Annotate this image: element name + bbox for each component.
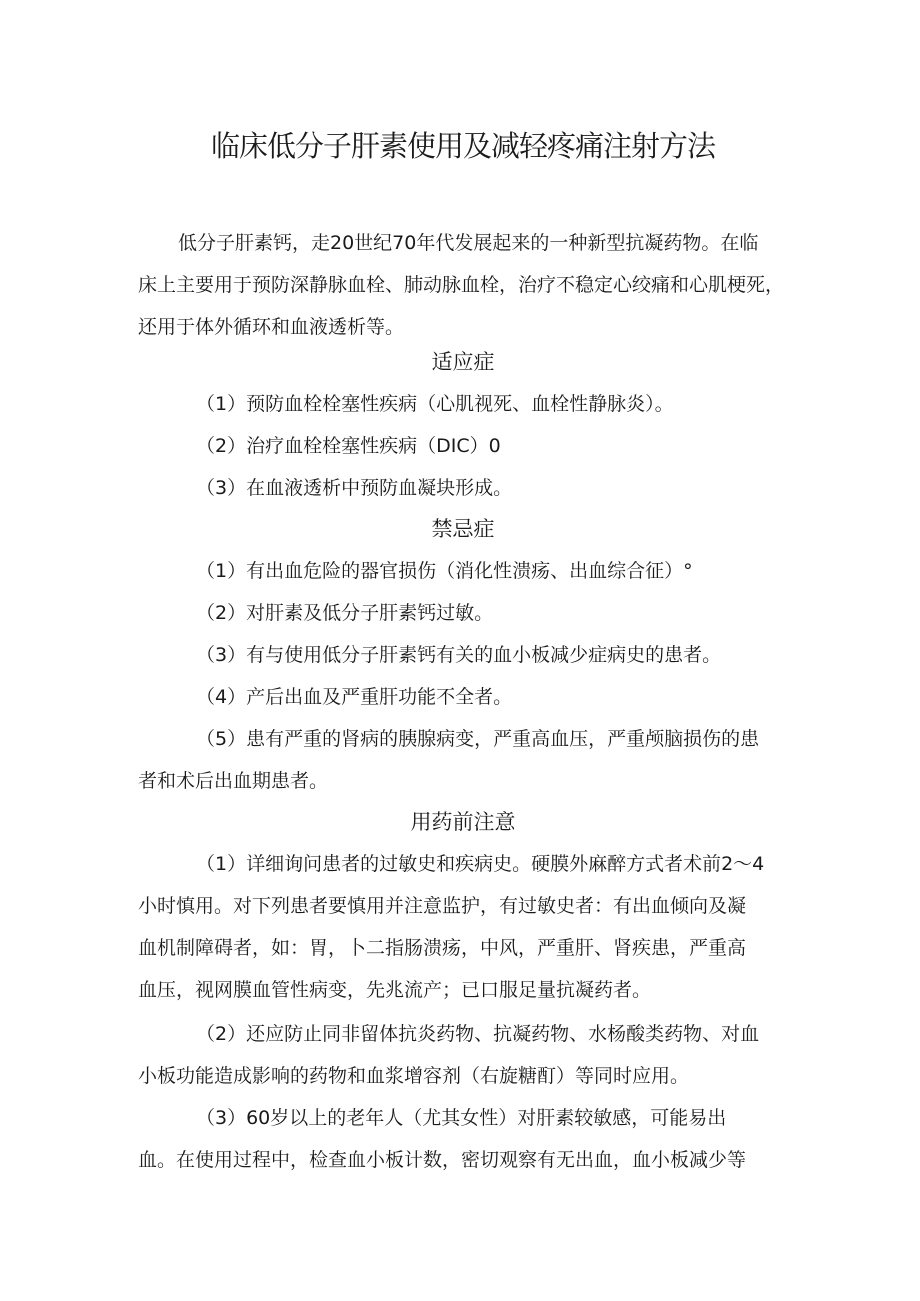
precaution-3-line-1: （3）60岁以上的老年人（尤其女性）对肝素较敏感，可能易出 (196, 1107, 727, 1129)
precaution-1-line-1: （1）详细询问患者的过敏史和疾病史。硬膜外麻醉方式者术前2～4 (196, 853, 765, 875)
intro-line-2: 床上主要用于预防深静脉血栓、肺动脉血栓，治疗不稳定心绞痛和心肌梗死， (138, 274, 785, 296)
intro-line-1: 低分子肝素钙，走20世纪70年代发展起来的一种新型抗凝药物。在临 (178, 232, 759, 254)
contraindication-item-5-line-2: 者和术后出血期患者。 (138, 770, 329, 792)
intro-paragraph (138, 222, 788, 348)
section-heading-contraindications: 禁忌症 (431, 517, 495, 541)
section-heading-indications: 适应症 (431, 350, 495, 374)
contraindication-item-5-line-1: （5）患有严重的肾病的胰腺病变，严重高血压，严重颅脑损伤的患 (196, 728, 760, 750)
precaution-paragraph-3 (138, 1097, 788, 1181)
section-heading-precautions: 用药前注意 (410, 810, 516, 834)
precaution-2-line-2: 小板功能造成影响的药物和血浆增容剂（右旋糖酊）等同时应用。 (138, 1065, 690, 1087)
contraindication-item-5 (138, 718, 788, 802)
precaution-paragraph-1 (138, 843, 788, 1011)
precaution-paragraph-2 (138, 1013, 788, 1097)
precaution-3-line-2: 血。在使用过程中，检查血小板计数，密切观察有无出血，血小板减少等 (138, 1149, 747, 1171)
contraindication-item-3: （3）有与使用低分子肝素钙有关的血小板减少症病史的患者。 (196, 644, 722, 666)
contraindication-item-4: （4）产后出血及严重肝功能不全者。 (196, 686, 513, 708)
indication-item-1: （1）预防血栓栓塞性疾病（心肌视死、血栓性静脉炎）。 (196, 393, 674, 415)
contraindication-item-2: （2）对肝素及低分子肝素钙过敏。 (196, 602, 494, 624)
indication-item-3: （3）在血液透析中预防血凝块形成。 (196, 477, 513, 499)
intro-line-3: 还用于体外循环和血液透析等。 (138, 316, 405, 338)
precaution-1-line-4: 血压，视网膜血管性病变，先兆流产；已口服足量抗凝药者。 (138, 979, 652, 1001)
page-title: 临床低分子肝素使用及减轻疼痛注射方法 (210, 129, 715, 163)
contraindication-item-1: （1）有出血危险的器官损伤（消化性溃疡、出血综合征）° (196, 560, 693, 582)
indication-item-2: （2）治疗血栓栓塞性疾病（DIC）0 (196, 435, 501, 457)
precaution-2-line-1: （2）还应防止同非留体抗炎药物、抗凝药物、水杨酸类药物、对血 (196, 1023, 760, 1045)
precaution-1-line-3: 血机制障碍者，如：胃，卜二指肠溃疡，中风，严重肝、肾疾患，严重高 (138, 937, 747, 959)
precaution-1-line-2: 小时慎用。对下列患者要慎用并注意监护，有过敏史者：有出血倾向及凝 (138, 895, 747, 917)
